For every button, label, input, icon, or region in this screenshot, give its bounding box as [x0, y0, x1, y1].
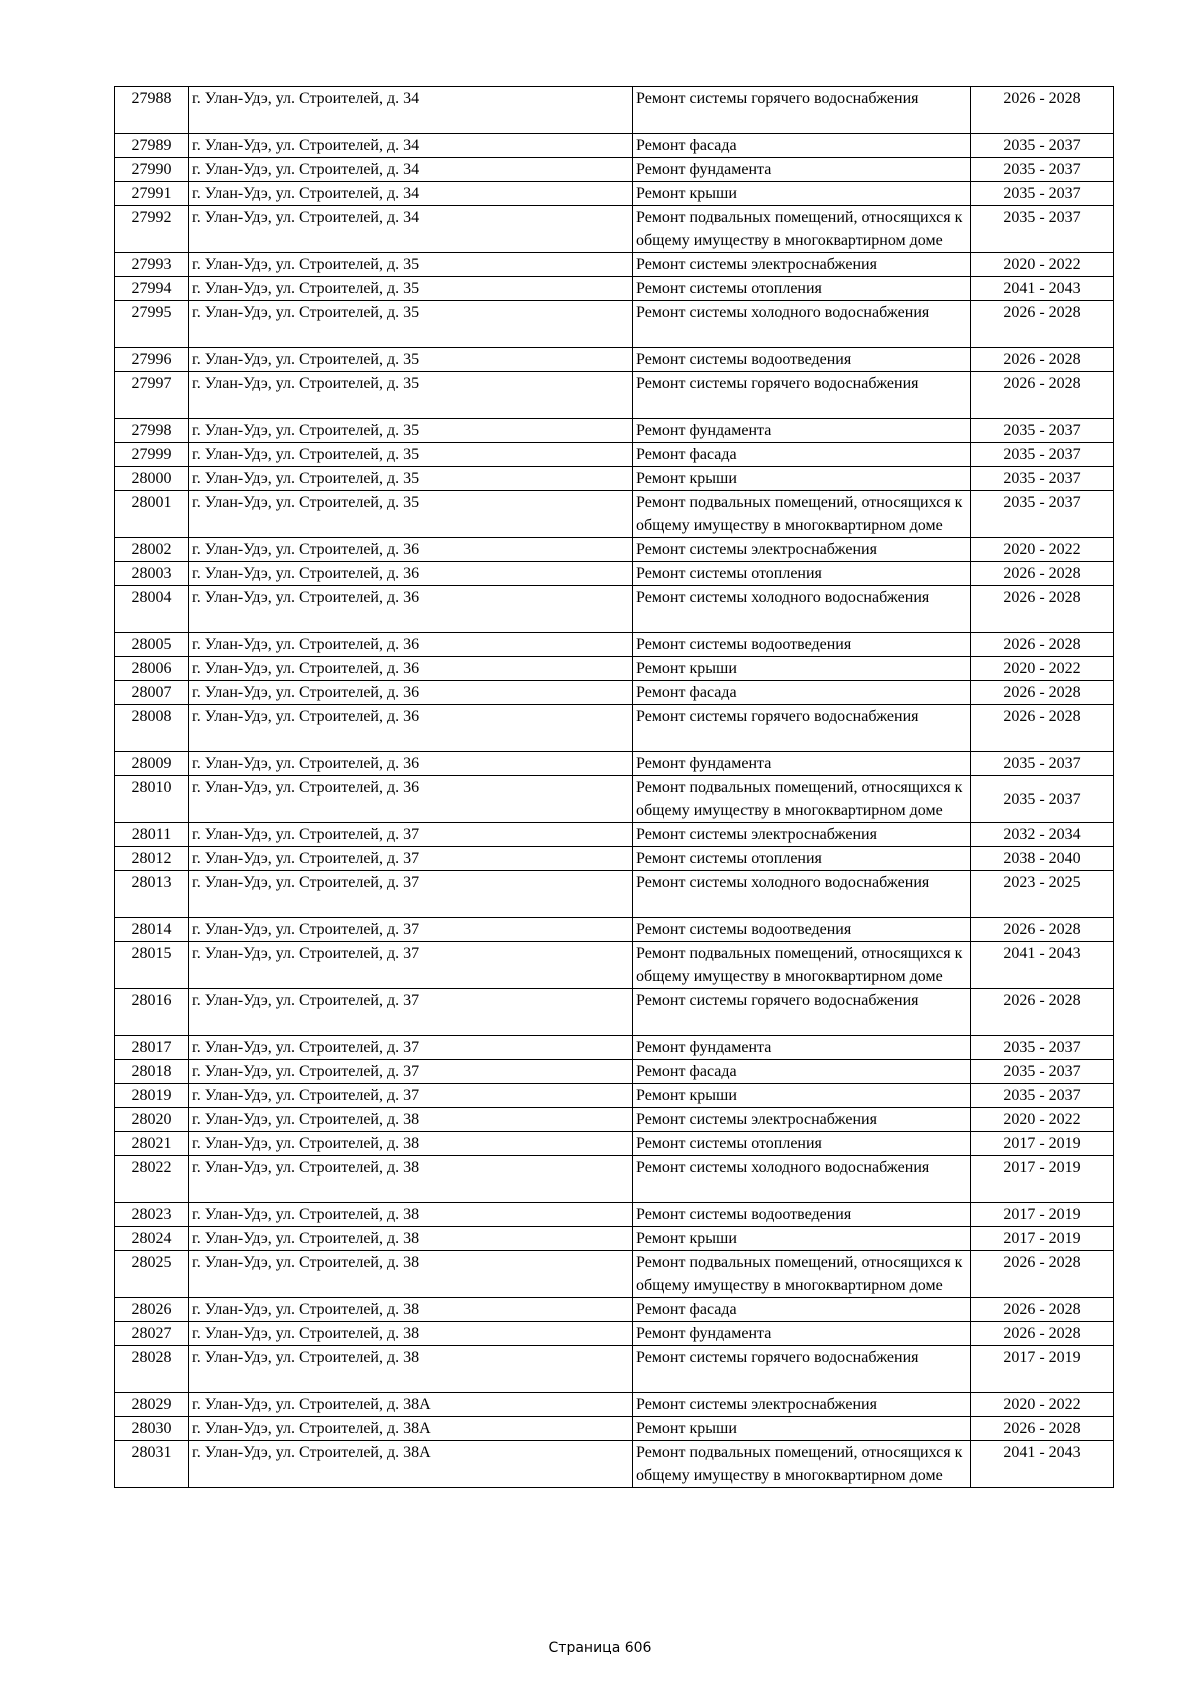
row-number-cell: 28026: [115, 1298, 189, 1322]
address-cell: г. Улан-Удэ, ул. Строителей, д. 38: [189, 1346, 633, 1393]
table-row: [115, 206, 1114, 253]
row-number-cell: 28012: [115, 847, 189, 871]
work-type-cell: Ремонт системы отопления: [633, 847, 971, 871]
row-number-cell: 28030: [115, 1417, 189, 1441]
years-cell: 2020 - 2022: [971, 253, 1114, 277]
address-cell: г. Улан-Удэ, ул. Строителей, д. 38: [189, 1322, 633, 1346]
address-cell: г. Улан-Удэ, ул. Строителей, д. 35: [189, 253, 633, 277]
work-type-cell: Ремонт системы электроснабжения: [633, 538, 971, 562]
years-cell: 2017 - 2019: [971, 1346, 1114, 1393]
table-row: [115, 134, 1114, 158]
address-cell: г. Улан-Удэ, ул. Строителей, д. 36: [189, 586, 633, 633]
work-type-cell: Ремонт системы горячего водоснабжения: [633, 87, 971, 134]
table-row: [115, 776, 1114, 823]
works-table: [114, 86, 1114, 1488]
years-cell: 2035 - 2037: [971, 776, 1114, 823]
table-row: [115, 443, 1114, 467]
row-number-cell: 28029: [115, 1393, 189, 1417]
years-cell: 2017 - 2019: [971, 1203, 1114, 1227]
years-cell: 2035 - 2037: [971, 158, 1114, 182]
work-type-cell: Ремонт системы электроснабжения: [633, 1393, 971, 1417]
work-type-cell: Ремонт фундамента: [633, 419, 971, 443]
row-number-cell: 27990: [115, 158, 189, 182]
row-number-cell: 28000: [115, 467, 189, 491]
table-row: [115, 1393, 1114, 1417]
row-number-cell: 28008: [115, 705, 189, 752]
table-row: [115, 752, 1114, 776]
years-cell: 2026 - 2028: [971, 918, 1114, 942]
work-type-cell: Ремонт подвальных помещений, относящихся к общему имуществу в многоквартирном доме: [633, 206, 971, 253]
years-cell: 2035 - 2037: [971, 467, 1114, 491]
table-row: [115, 823, 1114, 847]
address-cell: г. Улан-Удэ, ул. Строителей, д. 36: [189, 657, 633, 681]
address-cell: г. Улан-Удэ, ул. Строителей, д. 34: [189, 134, 633, 158]
address-cell: г. Улан-Удэ, ул. Строителей, д. 37: [189, 823, 633, 847]
years-cell: 2026 - 2028: [971, 1417, 1114, 1441]
years-cell: 2026 - 2028: [971, 1322, 1114, 1346]
table-row: [115, 562, 1114, 586]
address-cell: г. Улан-Удэ, ул. Строителей, д. 34: [189, 87, 633, 134]
years-cell: 2026 - 2028: [971, 372, 1114, 419]
work-type-cell: Ремонт системы отопления: [633, 562, 971, 586]
years-cell: 2035 - 2037: [971, 1084, 1114, 1108]
address-cell: г. Улан-Удэ, ул. Строителей, д. 38: [189, 1298, 633, 1322]
work-type-cell: Ремонт системы электроснабжения: [633, 253, 971, 277]
table-row: [115, 633, 1114, 657]
work-type-cell: Ремонт системы отопления: [633, 277, 971, 301]
table-row: [115, 1346, 1114, 1393]
row-number-cell: 28022: [115, 1156, 189, 1203]
address-cell: г. Улан-Удэ, ул. Строителей, д. 37: [189, 918, 633, 942]
address-cell: г. Улан-Удэ, ул. Строителей, д. 36: [189, 562, 633, 586]
work-type-cell: Ремонт крыши: [633, 182, 971, 206]
row-number-cell: 27989: [115, 134, 189, 158]
row-number-cell: 28001: [115, 491, 189, 538]
address-cell: г. Улан-Удэ, ул. Строителей, д. 35: [189, 277, 633, 301]
row-number-cell: 27993: [115, 253, 189, 277]
table-row: [115, 253, 1114, 277]
years-cell: 2026 - 2028: [971, 348, 1114, 372]
years-cell: 2035 - 2037: [971, 419, 1114, 443]
years-cell: 2035 - 2037: [971, 206, 1114, 253]
work-type-cell: Ремонт системы электроснабжения: [633, 823, 971, 847]
address-cell: г. Улан-Удэ, ул. Строителей, д. 36: [189, 705, 633, 752]
years-cell: 2035 - 2037: [971, 443, 1114, 467]
work-type-cell: Ремонт системы отопления: [633, 1132, 971, 1156]
address-cell: г. Улан-Удэ, ул. Строителей, д. 34: [189, 206, 633, 253]
address-cell: г. Улан-Удэ, ул. Строителей, д. 38: [189, 1108, 633, 1132]
years-cell: 2026 - 2028: [971, 87, 1114, 134]
work-type-cell: Ремонт системы холодного водоснабжения: [633, 871, 971, 918]
years-cell: 2041 - 2043: [971, 942, 1114, 989]
address-cell: г. Улан-Удэ, ул. Строителей, д. 35: [189, 443, 633, 467]
row-number-cell: 28025: [115, 1251, 189, 1298]
row-number-cell: 27998: [115, 419, 189, 443]
address-cell: г. Улан-Удэ, ул. Строителей, д. 35: [189, 491, 633, 538]
table-row: [115, 1036, 1114, 1060]
table-row: [115, 657, 1114, 681]
address-cell: г. Улан-Удэ, ул. Строителей, д. 35: [189, 419, 633, 443]
years-cell: 2026 - 2028: [971, 1298, 1114, 1322]
table-row: [115, 1084, 1114, 1108]
address-cell: г. Улан-Удэ, ул. Строителей, д. 37: [189, 1084, 633, 1108]
work-type-cell: Ремонт системы холодного водоснабжения: [633, 586, 971, 633]
table-row: [115, 182, 1114, 206]
row-number-cell: 28009: [115, 752, 189, 776]
work-type-cell: Ремонт системы водоотведения: [633, 633, 971, 657]
row-number-cell: 28002: [115, 538, 189, 562]
table-row: [115, 1322, 1114, 1346]
table-row: [115, 277, 1114, 301]
work-type-cell: Ремонт системы холодного водоснабжения: [633, 301, 971, 348]
work-type-cell: Ремонт системы горячего водоснабжения: [633, 372, 971, 419]
work-type-cell: Ремонт фасада: [633, 681, 971, 705]
row-number-cell: 27991: [115, 182, 189, 206]
row-number-cell: 28010: [115, 776, 189, 823]
table-row: [115, 419, 1114, 443]
work-type-cell: Ремонт системы водоотведения: [633, 348, 971, 372]
row-number-cell: 28005: [115, 633, 189, 657]
row-number-cell: 28028: [115, 1346, 189, 1393]
table-row: [115, 372, 1114, 419]
address-cell: г. Улан-Удэ, ул. Строителей, д. 38: [189, 1132, 633, 1156]
row-number-cell: 28013: [115, 871, 189, 918]
years-cell: 2026 - 2028: [971, 989, 1114, 1036]
years-cell: 2035 - 2037: [971, 134, 1114, 158]
table-row: [115, 87, 1114, 134]
work-type-cell: Ремонт подвальных помещений, относящихся к общему имуществу в многоквартирном доме: [633, 942, 971, 989]
table-row: [115, 1156, 1114, 1203]
years-cell: 2035 - 2037: [971, 1036, 1114, 1060]
row-number-cell: 28021: [115, 1132, 189, 1156]
row-number-cell: 28027: [115, 1322, 189, 1346]
work-type-cell: Ремонт фасада: [633, 134, 971, 158]
address-cell: г. Улан-Удэ, ул. Строителей, д. 34: [189, 158, 633, 182]
work-type-cell: Ремонт фундамента: [633, 1036, 971, 1060]
work-type-cell: Ремонт крыши: [633, 1417, 971, 1441]
row-number-cell: 28016: [115, 989, 189, 1036]
table-row: [115, 348, 1114, 372]
work-type-cell: Ремонт крыши: [633, 467, 971, 491]
table-row: [115, 942, 1114, 989]
work-type-cell: Ремонт системы горячего водоснабжения: [633, 989, 971, 1036]
table-row: [115, 1417, 1114, 1441]
row-number-cell: 28015: [115, 942, 189, 989]
table-row: [115, 491, 1114, 538]
row-number-cell: 27994: [115, 277, 189, 301]
years-cell: 2026 - 2028: [971, 705, 1114, 752]
work-type-cell: Ремонт фасада: [633, 1060, 971, 1084]
row-number-cell: 28007: [115, 681, 189, 705]
address-cell: г. Улан-Удэ, ул. Строителей, д. 36: [189, 633, 633, 657]
years-cell: 2020 - 2022: [971, 1393, 1114, 1417]
work-type-cell: Ремонт фасада: [633, 443, 971, 467]
row-number-cell: 27992: [115, 206, 189, 253]
table-row: [115, 1203, 1114, 1227]
years-cell: 2020 - 2022: [971, 657, 1114, 681]
row-number-cell: 28024: [115, 1227, 189, 1251]
table-row: [115, 301, 1114, 348]
address-cell: г. Улан-Удэ, ул. Строителей, д. 36: [189, 752, 633, 776]
row-number-cell: 28017: [115, 1036, 189, 1060]
work-type-cell: Ремонт системы электроснабжения: [633, 1108, 971, 1132]
work-type-cell: Ремонт крыши: [633, 657, 971, 681]
address-cell: г. Улан-Удэ, ул. Строителей, д. 38: [189, 1227, 633, 1251]
work-type-cell: Ремонт системы горячего водоснабжения: [633, 705, 971, 752]
address-cell: г. Улан-Удэ, ул. Строителей, д. 37: [189, 1036, 633, 1060]
work-type-cell: Ремонт системы водоотведения: [633, 918, 971, 942]
table-row: [115, 1251, 1114, 1298]
row-number-cell: 28011: [115, 823, 189, 847]
table-row: [115, 1441, 1114, 1488]
row-number-cell: 27988: [115, 87, 189, 134]
years-cell: 2041 - 2043: [971, 277, 1114, 301]
years-cell: 2017 - 2019: [971, 1156, 1114, 1203]
address-cell: г. Улан-Удэ, ул. Строителей, д. 37: [189, 871, 633, 918]
table-row: [115, 1227, 1114, 1251]
address-cell: г. Улан-Удэ, ул. Строителей, д. 38А: [189, 1417, 633, 1441]
row-number-cell: 28004: [115, 586, 189, 633]
years-cell: 2026 - 2028: [971, 633, 1114, 657]
address-cell: г. Улан-Удэ, ул. Строителей, д. 38: [189, 1203, 633, 1227]
row-number-cell: 28031: [115, 1441, 189, 1488]
years-cell: 2035 - 2037: [971, 752, 1114, 776]
row-number-cell: 28023: [115, 1203, 189, 1227]
row-number-cell: 28019: [115, 1084, 189, 1108]
row-number-cell: 28018: [115, 1060, 189, 1084]
address-cell: г. Улан-Удэ, ул. Строителей, д. 36: [189, 776, 633, 823]
work-type-cell: Ремонт фундамента: [633, 752, 971, 776]
work-type-cell: Ремонт подвальных помещений, относящихся к общему имуществу в многоквартирном доме: [633, 1441, 971, 1488]
years-cell: 2035 - 2037: [971, 491, 1114, 538]
work-type-cell: Ремонт фундамента: [633, 158, 971, 182]
table-row: [115, 705, 1114, 752]
table-row: [115, 871, 1114, 918]
row-number-cell: 28014: [115, 918, 189, 942]
table-row: [115, 847, 1114, 871]
address-cell: г. Улан-Удэ, ул. Строителей, д. 34: [189, 182, 633, 206]
years-cell: 2026 - 2028: [971, 681, 1114, 705]
years-cell: 2026 - 2028: [971, 1251, 1114, 1298]
years-cell: 2041 - 2043: [971, 1441, 1114, 1488]
row-number-cell: 28003: [115, 562, 189, 586]
table-row: [115, 538, 1114, 562]
address-cell: г. Улан-Удэ, ул. Строителей, д. 35: [189, 348, 633, 372]
address-cell: г. Улан-Удэ, ул. Строителей, д. 37: [189, 942, 633, 989]
address-cell: г. Улан-Удэ, ул. Строителей, д. 35: [189, 467, 633, 491]
address-cell: г. Улан-Удэ, ул. Строителей, д. 38А: [189, 1393, 633, 1417]
row-number-cell: 27997: [115, 372, 189, 419]
address-cell: г. Улан-Удэ, ул. Строителей, д. 37: [189, 989, 633, 1036]
table-row: [115, 586, 1114, 633]
years-cell: 2020 - 2022: [971, 538, 1114, 562]
work-type-cell: Ремонт системы горячего водоснабжения: [633, 1346, 971, 1393]
table-row: [115, 1108, 1114, 1132]
years-cell: 2026 - 2028: [971, 562, 1114, 586]
table-row: [115, 467, 1114, 491]
table-body: [115, 87, 1114, 1488]
address-cell: г. Улан-Удэ, ул. Строителей, д. 35: [189, 372, 633, 419]
address-cell: г. Улан-Удэ, ул. Строителей, д. 35: [189, 301, 633, 348]
address-cell: г. Улан-Удэ, ул. Строителей, д. 37: [189, 847, 633, 871]
years-cell: 2017 - 2019: [971, 1227, 1114, 1251]
table-row: [115, 1298, 1114, 1322]
work-type-cell: Ремонт фундамента: [633, 1322, 971, 1346]
years-cell: 2020 - 2022: [971, 1108, 1114, 1132]
work-type-cell: Ремонт подвальных помещений, относящихся к общему имуществу в многоквартирном доме: [633, 776, 971, 823]
work-type-cell: Ремонт крыши: [633, 1227, 971, 1251]
years-cell: 2026 - 2028: [971, 586, 1114, 633]
address-cell: г. Улан-Удэ, ул. Строителей, д. 37: [189, 1060, 633, 1084]
work-type-cell: Ремонт крыши: [633, 1084, 971, 1108]
work-type-cell: Ремонт системы водоотведения: [633, 1203, 971, 1227]
years-cell: 2032 - 2034: [971, 823, 1114, 847]
work-type-cell: Ремонт подвальных помещений, относящихся к общему имуществу в многоквартирном доме: [633, 1251, 971, 1298]
years-cell: 2017 - 2019: [971, 1132, 1114, 1156]
years-cell: 2035 - 2037: [971, 1060, 1114, 1084]
table-row: [115, 989, 1114, 1036]
address-cell: г. Улан-Удэ, ул. Строителей, д. 38: [189, 1251, 633, 1298]
page-number: Страница 606: [548, 1640, 652, 1656]
years-cell: 2035 - 2037: [971, 182, 1114, 206]
address-cell: г. Улан-Удэ, ул. Строителей, д. 36: [189, 538, 633, 562]
address-cell: г. Улан-Удэ, ул. Строителей, д. 38: [189, 1156, 633, 1203]
row-number-cell: 28006: [115, 657, 189, 681]
table-row: [115, 1060, 1114, 1084]
work-type-cell: Ремонт фасада: [633, 1298, 971, 1322]
table-row: [115, 158, 1114, 182]
address-cell: г. Улан-Удэ, ул. Строителей, д. 38А: [189, 1441, 633, 1488]
work-type-cell: Ремонт подвальных помещений, относящихся к общему имуществу в многоквартирном доме: [633, 491, 971, 538]
row-number-cell: 27999: [115, 443, 189, 467]
table-row: [115, 681, 1114, 705]
years-cell: 2038 - 2040: [971, 847, 1114, 871]
row-number-cell: 27995: [115, 301, 189, 348]
table-row: [115, 918, 1114, 942]
table-row: [115, 1132, 1114, 1156]
years-cell: 2026 - 2028: [971, 301, 1114, 348]
address-cell: г. Улан-Удэ, ул. Строителей, д. 36: [189, 681, 633, 705]
work-type-cell: Ремонт системы холодного водоснабжения: [633, 1156, 971, 1203]
row-number-cell: 27996: [115, 348, 189, 372]
years-cell: 2023 - 2025: [971, 871, 1114, 918]
row-number-cell: 28020: [115, 1108, 189, 1132]
